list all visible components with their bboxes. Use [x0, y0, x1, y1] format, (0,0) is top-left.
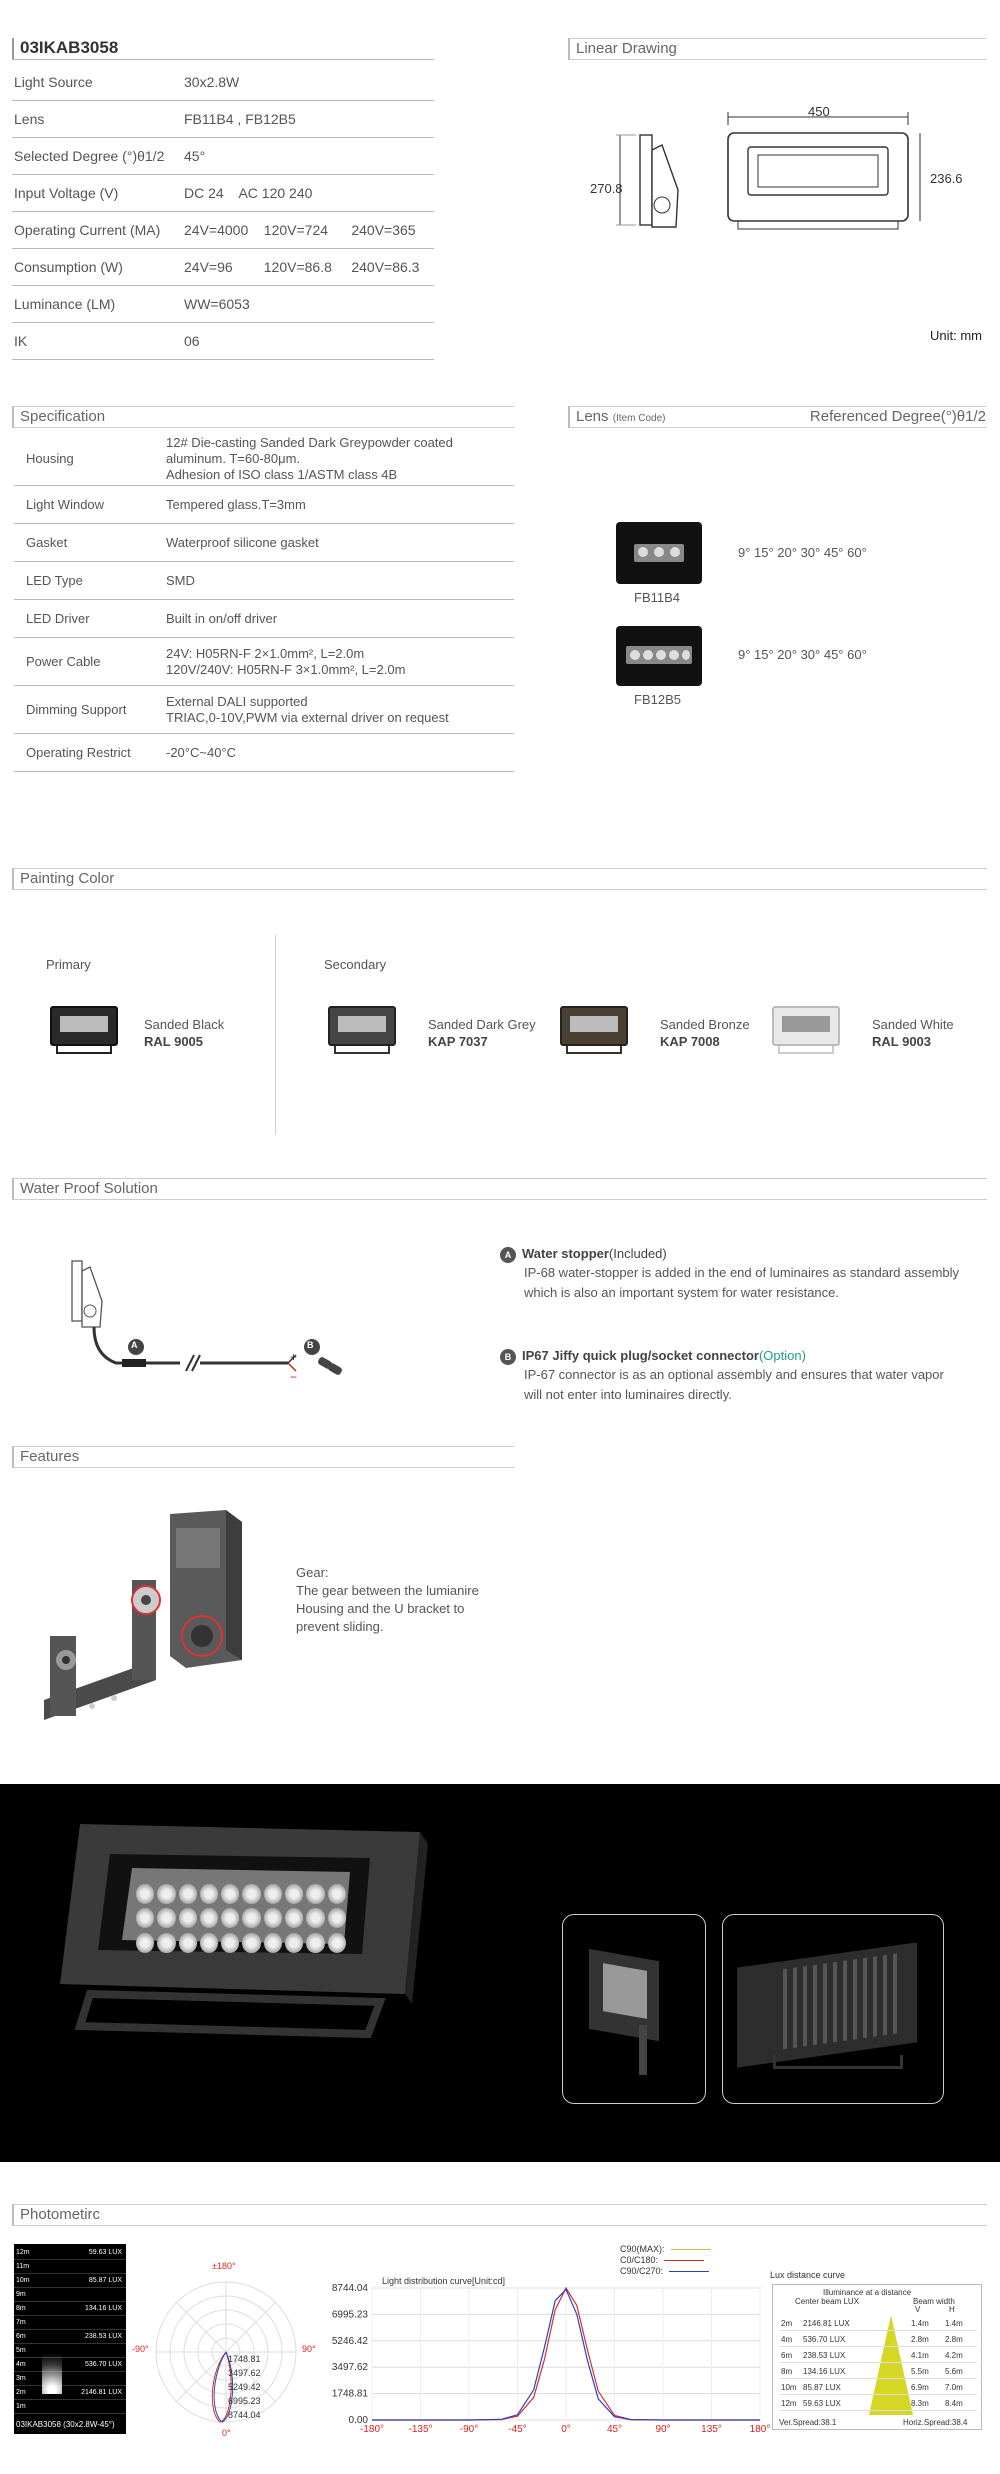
spec-row: [12, 323, 434, 360]
specification-value: SMD: [166, 573, 195, 588]
color-label-white: [872, 1016, 954, 1050]
led-dot: [157, 1884, 175, 1904]
thumb-row: [14, 2302, 126, 2316]
thumb-row: [14, 2316, 126, 2330]
thumb-distance: 8m: [16, 2305, 26, 2312]
led-dot: [285, 1908, 303, 1928]
thumb-row: [14, 2260, 126, 2274]
lux-header-center: Center beam LUX: [795, 2297, 860, 2306]
spec-value: FB11B4 , FB12B5: [184, 111, 296, 127]
color-label-bronze: [660, 1016, 750, 1050]
lux-h: 8.4m: [945, 2399, 963, 2408]
spec-label: IK: [14, 333, 28, 349]
lux-distance: 6m: [781, 2351, 793, 2360]
lens-image-fb12b5: [616, 626, 702, 686]
specification-row: [14, 734, 514, 772]
linear-drawing: [580, 95, 980, 255]
spec-label: Selected Degree (°)θ1/2: [14, 148, 165, 164]
specification-label: LED Driver: [26, 611, 90, 626]
lux-v: 6.9m: [911, 2383, 929, 2392]
led-dot: [221, 1908, 239, 1928]
spec-label: Consumption (W): [14, 259, 123, 275]
specification-value: Built in on/off driver: [166, 611, 278, 626]
badge-b-icon: B: [500, 1349, 516, 1365]
thumb-distance: 9m: [16, 2291, 26, 2298]
thumb-row: [14, 2386, 126, 2400]
spec-value: WW=6053: [184, 296, 250, 312]
connector-block: [500, 1346, 980, 1405]
spec-value: 24V=96 120V=86.8 240V=86.3: [184, 259, 420, 275]
spec-row: [12, 286, 434, 323]
lens-code-fb12b5: FB12B5: [634, 692, 681, 707]
lux-h: 1.4m: [945, 2319, 963, 2328]
painting-color-title: Painting Color: [12, 868, 987, 890]
swatch-sanded-dark-grey: [324, 1002, 400, 1058]
lux-h: 5.6m: [945, 2367, 963, 2376]
lux-v: 4.1m: [911, 2351, 929, 2360]
lux-distance-thumbnail: [14, 2244, 126, 2434]
gear-title: Gear:: [296, 1565, 329, 1580]
led-dot: [179, 1933, 197, 1953]
color-label-black: [144, 1016, 224, 1050]
specification-value: 12# Die-casting Sanded Dark Greypowder coated: [166, 435, 453, 450]
primary-secondary-divider: [275, 935, 276, 1135]
led-dot: [200, 1933, 218, 1953]
thumb-distance: 11m: [16, 2263, 30, 2270]
thumb-row: [14, 2274, 126, 2288]
heat-fin: [883, 1955, 887, 2036]
water-stopper-title: Water stopper: [522, 1246, 609, 1261]
thumb-lux: 536.70 LUX: [85, 2361, 122, 2368]
side-view-bracket: [652, 145, 678, 227]
heat-fin: [783, 1969, 787, 2050]
water-stopper-suffix: (Included): [608, 1246, 667, 1261]
lux-distance: 8m: [781, 2367, 793, 2376]
lens-degrees-fb11b4: 9° 15° 20° 30° 45° 60°: [738, 545, 867, 560]
led-dot: [136, 1933, 154, 1953]
hor-spread: Horiz.Spread:38.4: [903, 2418, 968, 2427]
color-name: Sanded White: [872, 1017, 954, 1032]
lux-distance: 10m: [781, 2383, 797, 2392]
lux-distance: 4m: [781, 2335, 793, 2344]
linear-drawing-title: Linear Drawing: [568, 38, 986, 60]
lux-value: 59.63 LUX: [803, 2399, 841, 2408]
lux-distance-title: Lux distance curve: [770, 2270, 846, 2280]
specification-label: Operating Restrict: [26, 745, 131, 760]
features-title: Features: [12, 1446, 514, 1468]
cable-diagram: [60, 1255, 360, 1395]
led-dot: [179, 1908, 197, 1928]
spec-label: Lens: [14, 111, 45, 127]
lux-v: 2.8m: [911, 2335, 929, 2344]
specification-row: [14, 562, 514, 600]
x-tick-label: 180°: [749, 2424, 771, 2435]
y-tick-label: 8744.04: [331, 2283, 368, 2294]
polar-values: [228, 2352, 261, 2422]
color-code: KAP 7008: [660, 1034, 720, 1049]
side-view-gear: [654, 197, 670, 213]
chart-title: Light distribution curve[Unit:cd]: [382, 2276, 506, 2286]
specification-label: Light Window: [26, 497, 105, 512]
specification-row: [14, 432, 514, 486]
gear-illustration: [36, 1510, 266, 1740]
led-dot: [285, 1933, 303, 1953]
lens-image-fb11b4: [616, 522, 702, 584]
heat-fin: [863, 1958, 867, 2039]
lux-value: 536.70 LUX: [803, 2335, 846, 2344]
gear-line1: The gear between the lumianire: [296, 1583, 479, 1598]
x-tick-label: -135°: [408, 2424, 433, 2435]
color-name: Sanded Dark Grey: [428, 1017, 536, 1032]
spec-label: Luminance (LM): [14, 296, 116, 312]
side-view-body: [640, 135, 652, 225]
led-dot: [221, 1933, 239, 1953]
specification-row: [14, 524, 514, 562]
specification-label: Gasket: [26, 535, 68, 550]
lux-header-beam: Beam width: [913, 2297, 955, 2306]
thumb-lux: 85.87 LUX: [88, 2277, 122, 2284]
legend-c90max: C90(MAX):: [620, 2244, 665, 2254]
specification-value: External DALI supported: [166, 694, 308, 709]
heat-fin: [793, 1967, 797, 2048]
lux-table-title: Illuminance at a distance: [823, 2288, 912, 2297]
thumb-rear-view: [722, 1914, 944, 2104]
lux-row: [779, 2347, 977, 2363]
led-dot: [264, 1933, 282, 1953]
lux-header-v: V: [915, 2305, 921, 2314]
specification-label: Power Cable: [26, 654, 101, 669]
heat-fin: [813, 1965, 817, 2046]
front-view-body: [728, 133, 908, 221]
led-dot: [264, 1884, 282, 1904]
lux-row: [779, 2363, 977, 2379]
thumb-angled-view: [562, 1914, 706, 2104]
heat-fin: [833, 1962, 837, 2043]
spec-label: Operating Current (MA): [14, 222, 161, 238]
x-tick-label: -180°: [359, 2424, 385, 2435]
y-tick-label: 5246.42: [331, 2335, 368, 2347]
polar-label-bottom: 0°: [222, 2428, 231, 2438]
led-dot: [328, 1933, 346, 1953]
thumb-row: [14, 2400, 126, 2414]
x-tick-label: 45°: [606, 2424, 623, 2435]
specification-row: [14, 686, 514, 734]
diagram-badge-b: B: [307, 1340, 314, 1350]
light-distribution-chart: [314, 2274, 774, 2444]
model-name: 03IKAB3058: [20, 38, 119, 57]
specification-value: -20°C~40°C: [166, 745, 237, 760]
lux-distance: 2m: [781, 2319, 793, 2328]
model-title: [12, 38, 434, 60]
thumb-row: [14, 2344, 126, 2358]
specification-value: Waterproof silicone gasket: [166, 535, 319, 550]
specification-value: aluminum. T=60-80μm.: [166, 451, 301, 466]
polar-label-left: -90°: [132, 2344, 149, 2354]
primary-label: Primary: [46, 957, 91, 972]
polar-label-right: 90°: [302, 2344, 316, 2354]
led-dot: [306, 1884, 324, 1904]
thumb-distance: 6m: [16, 2333, 26, 2340]
ver-spread: Ver.Spread:38.1: [779, 2418, 837, 2427]
product-banner: [0, 1784, 1000, 2162]
connector-line1: IP-67 connector is as an optional assembly and ensures that water vapor: [524, 1367, 944, 1382]
spec-label: Light Source: [14, 74, 93, 90]
heat-fin: [823, 1963, 827, 2044]
thumb-row: [14, 2372, 126, 2386]
led-dot: [242, 1908, 260, 1928]
led-dot: [157, 1908, 175, 1928]
led-dot: [136, 1884, 154, 1904]
led-dot: [264, 1908, 282, 1928]
x-tick-label: 135°: [701, 2424, 722, 2435]
led-dot: [200, 1908, 218, 1928]
color-code: RAL 9005: [144, 1034, 204, 1049]
x-tick-label: 0°: [561, 2424, 571, 2435]
gear-line2: Housing and the U bracket to: [296, 1601, 465, 1616]
heat-fin: [843, 1960, 847, 2041]
lux-h: 7.0m: [945, 2383, 963, 2392]
led-dot: [200, 1884, 218, 1904]
lux-h: 4.2m: [945, 2351, 963, 2360]
polar-label-top: ±180°: [212, 2261, 236, 2271]
thumb-distance: 1m: [16, 2403, 26, 2410]
thumb-row: [14, 2358, 126, 2372]
lux-value: 2146.81 LUX: [803, 2319, 850, 2328]
thumb-distance: 10m: [16, 2277, 30, 2284]
swatch-sanded-bronze: [556, 1002, 632, 1058]
thumb-row: [14, 2288, 126, 2302]
gear-description: [296, 1564, 479, 1636]
specification-label: Dimming Support: [26, 702, 127, 717]
lens-title-text: Lens: [576, 408, 609, 425]
y-tick-label: 3497.62: [331, 2362, 368, 2374]
thumb-distance: 2m: [16, 2389, 26, 2396]
badge-a-icon: A: [500, 1247, 516, 1263]
spec-label: Input Voltage (V): [14, 185, 119, 201]
x-tick-label: -45°: [508, 2424, 527, 2435]
lens-title: [568, 406, 986, 428]
led-grid: [136, 1884, 346, 1954]
led-dot: [157, 1933, 175, 1953]
heat-fin: [803, 1966, 807, 2047]
spec-row: [12, 249, 434, 286]
dim-height-front: 236.6: [930, 171, 963, 186]
lux-value: 238.53 LUX: [803, 2351, 846, 2360]
diagram-badge-a: A: [131, 1340, 138, 1350]
heat-fin: [853, 1959, 857, 2040]
lux-h: 2.8m: [945, 2335, 963, 2344]
specification-value: Tempered glass.T=3mm: [166, 497, 306, 512]
dim-width: 450: [808, 104, 830, 119]
color-label-dark-grey: [428, 1016, 536, 1050]
thumb-lux: 134.16 LUX: [85, 2305, 122, 2312]
secondary-label: Secondary: [324, 957, 387, 972]
polar-value: 3497.62: [228, 2368, 261, 2378]
thumb-distance: 5m: [16, 2347, 26, 2354]
spec-row: [12, 138, 434, 175]
spec-value: 30x2.8W: [184, 74, 240, 90]
polar-value: 6995.23: [228, 2396, 261, 2406]
chart-legend: [620, 2244, 711, 2277]
y-tick-label: 0.00: [348, 2415, 368, 2426]
led-dot: [136, 1908, 154, 1928]
dim-height-side: 270.8: [590, 181, 623, 196]
polar-value: 5249.42: [228, 2382, 261, 2392]
lens-code-fb11b4: FB11B4: [634, 590, 681, 605]
water-proof-title: Water Proof Solution: [12, 1178, 987, 1200]
legend-c90c270: C90/C270:: [620, 2266, 664, 2276]
legend-c0c180: C0/C180:: [620, 2255, 659, 2265]
swatch-sanded-black: [46, 1002, 122, 1058]
lux-value: 134.16 LUX: [803, 2367, 846, 2376]
color-code: KAP 7037: [428, 1034, 488, 1049]
polar-value: 8744.04: [228, 2410, 261, 2420]
lux-row: [779, 2379, 977, 2395]
x-tick-label: -90°: [459, 2424, 479, 2435]
led-dot: [242, 1933, 260, 1953]
spec-value: 24V=4000 120V=724 240V=365: [184, 222, 416, 238]
spec-row: [12, 212, 434, 249]
thumb-distance: 7m: [16, 2319, 26, 2326]
spec-value: 06: [184, 333, 200, 349]
lux-row: [779, 2331, 977, 2347]
led-dot: [328, 1908, 346, 1928]
specification-value: 120V/240V: H05RN-F 3×1.0mm², L=2.0m: [166, 662, 406, 677]
led-dot: [306, 1908, 324, 1928]
thumb-caption: 03IKAB3058 (30x2.8W-45°): [16, 2420, 115, 2429]
lux-value: 85.87 LUX: [803, 2383, 841, 2392]
color-name: Sanded Bronze: [660, 1017, 750, 1032]
lens-title-small: (Item Code): [612, 413, 666, 424]
thumb-lux: 2146.81 LUX: [81, 2389, 122, 2396]
specification-value: 24V: H05RN-F 2×1.0mm², L=2.0m: [166, 646, 365, 661]
led-dot: [285, 1884, 303, 1904]
spec-row: [12, 101, 434, 138]
specification-label: LED Type: [26, 573, 83, 588]
specification-row: [14, 638, 514, 686]
spec-row: [12, 64, 434, 101]
lux-v: 1.4m: [911, 2319, 929, 2328]
specification-row: [14, 600, 514, 638]
y-tick-label: 1748.81: [331, 2388, 368, 2400]
lux-distance: 12m: [781, 2399, 797, 2408]
led-dot: [328, 1884, 346, 1904]
led-dot: [221, 1884, 239, 1904]
gear-line3: prevent sliding.: [296, 1619, 384, 1634]
unit-label: Unit: mm: [930, 328, 982, 343]
water-stopper-line2: which is also an important system for water resistance.: [524, 1285, 840, 1300]
minus-sign: −: [290, 1370, 298, 1384]
connector-title: IP67 Jiffy quick plug/socket connector: [522, 1348, 759, 1363]
specification-title: Specification: [12, 406, 514, 428]
heat-fin: [873, 1956, 877, 2037]
y-tick-label: 6995.23: [331, 2309, 368, 2321]
lux-row: [779, 2395, 977, 2411]
thumb-row: [14, 2246, 126, 2260]
lens-degree-header: Referenced Degree(°)θ1/2: [809, 408, 986, 425]
specification-value: TRIAC,0-10V,PWM via external driver on request: [166, 710, 449, 725]
led-dot: [179, 1884, 197, 1904]
plus-sign: +: [290, 1350, 298, 1364]
lux-row: [779, 2315, 977, 2331]
thumb-lux: 238.53 LUX: [85, 2333, 122, 2340]
color-name: Sanded Black: [144, 1017, 225, 1032]
swatch-sanded-white: [768, 1002, 844, 1058]
lux-v: 5.5m: [911, 2367, 929, 2376]
spec-value: 45°: [184, 148, 206, 164]
polar-value: 1748.81: [228, 2354, 261, 2364]
led-dot: [306, 1933, 324, 1953]
lux-header-h: H: [949, 2305, 955, 2314]
connector-line2: will not enter into luminaires directly.: [524, 1387, 732, 1402]
specification-label: Housing: [26, 451, 74, 466]
water-stopper-line1: IP-68 water-stopper is added in the end of luminaires as standard assembly: [524, 1265, 960, 1280]
color-code: RAL 9003: [872, 1034, 932, 1049]
thumb-row: [14, 2330, 126, 2344]
spec-value: DC 24 AC 120 240: [184, 185, 313, 201]
spec-row: [12, 175, 434, 212]
led-dot: [242, 1884, 260, 1904]
thumb-lux: 59.63 LUX: [88, 2249, 122, 2256]
specification-row: [14, 486, 514, 524]
lux-distance-table: [772, 2284, 982, 2430]
photometric-title: Photometirc: [12, 2204, 987, 2226]
connector-suffix: (Option): [758, 1348, 806, 1363]
thumb-distance: 12m: [16, 2249, 30, 2256]
water-stopper-block: [500, 1244, 980, 1303]
thumb-distance: 3m: [16, 2375, 26, 2382]
x-tick-label: 90°: [655, 2424, 671, 2435]
thumb-distance: 4m: [16, 2361, 26, 2368]
specification-value: Adhesion of ISO class 1/ASTM class 4B: [166, 467, 398, 482]
lens-degrees-fb12b5: 9° 15° 20° 30° 45° 60°: [738, 647, 867, 662]
heat-fin: [893, 1953, 897, 2034]
lux-v: 8.3m: [911, 2399, 929, 2408]
